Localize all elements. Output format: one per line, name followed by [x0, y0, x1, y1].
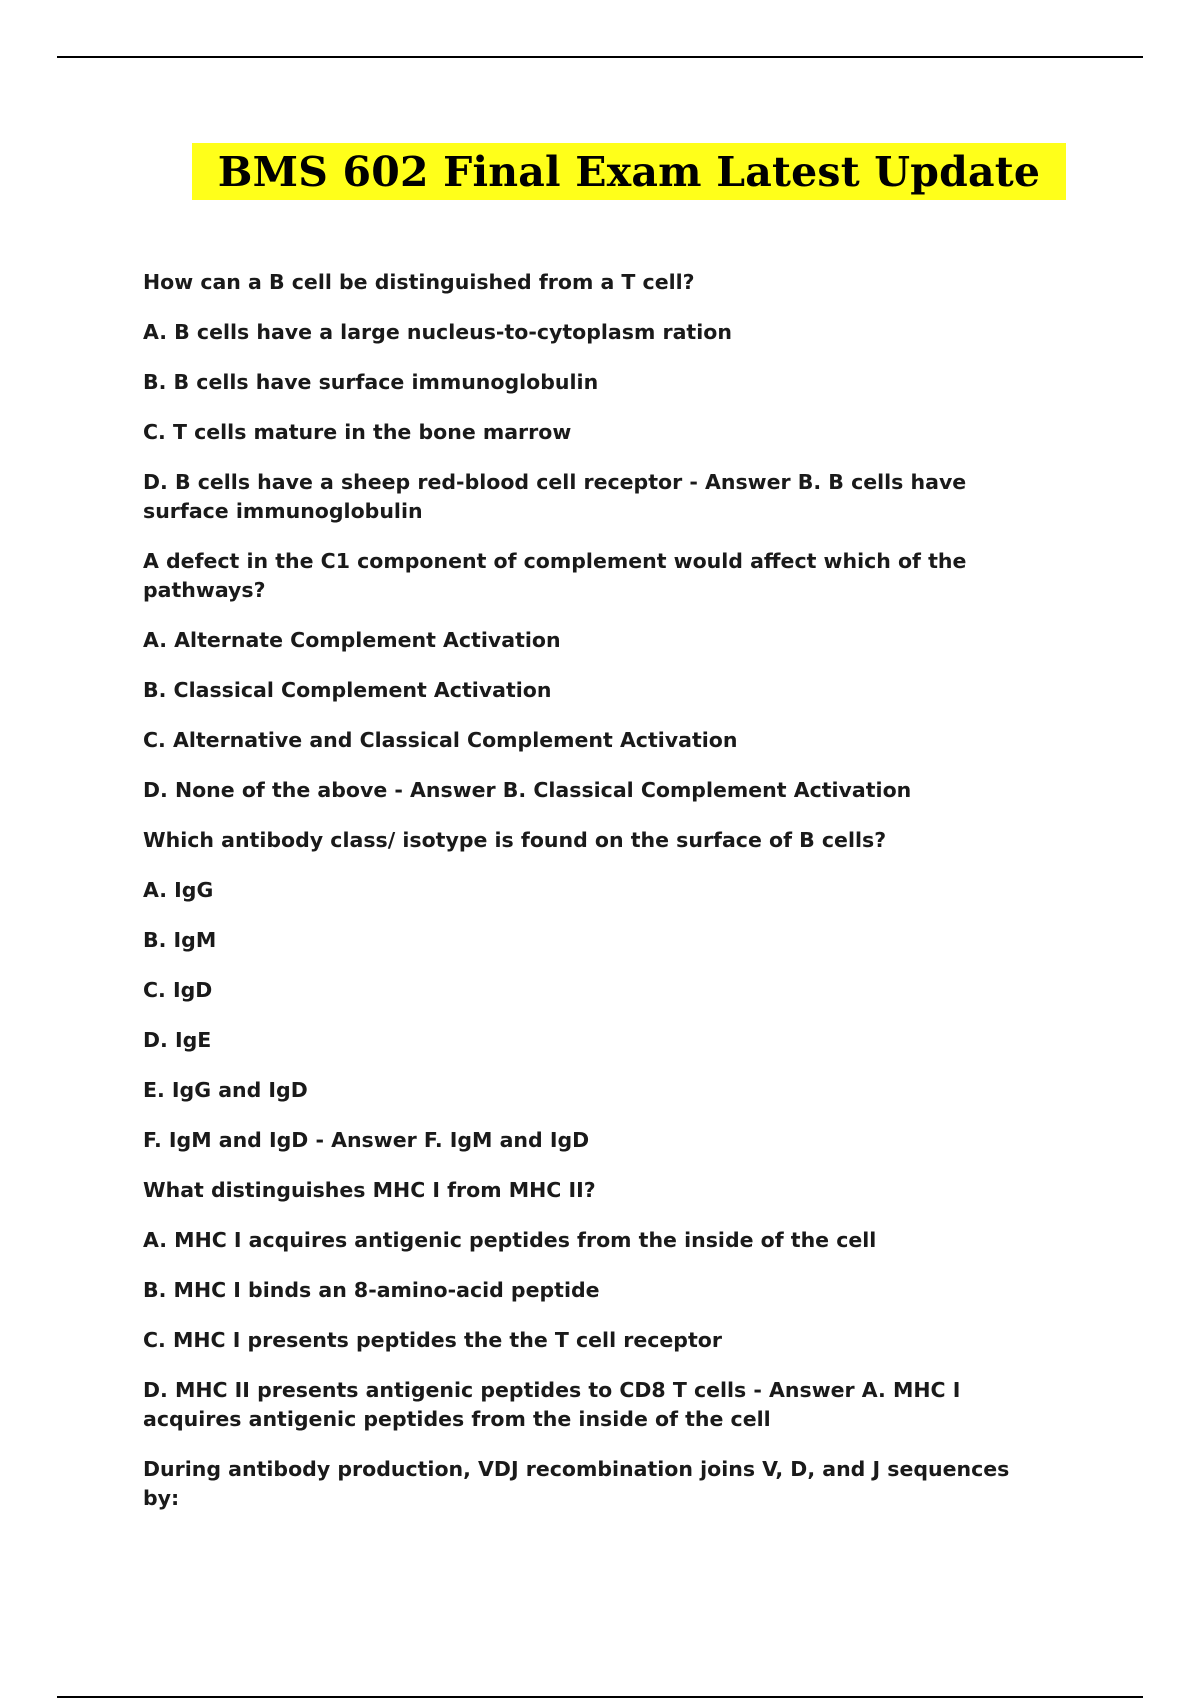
top-rule [57, 56, 1143, 58]
exam-content [143, 268, 1043, 1534]
question-4-option-a: A. MHC I acquires antigenic peptides from the inside of the cell [143, 1228, 877, 1252]
question-5: During antibody production, VDJ recombination joins V, D, and J sequences by: [143, 1457, 1010, 1510]
question-3-option-c: C. IgD [143, 978, 213, 1002]
question-2-option-d-answer: D. None of the above - Answer B. Classical Complement Activation [143, 778, 912, 802]
bottom-rule [57, 1696, 1143, 1698]
title-highlight [192, 143, 1066, 200]
question-1-option-c: C. T cells mature in the bone marrow [143, 420, 572, 444]
question-2-option-b: B. Classical Complement Activation [143, 678, 552, 702]
question-3-option-d: D. IgE [143, 1028, 212, 1052]
question-3-option-e: E. IgG and IgD [143, 1078, 308, 1102]
question-2-option-c: C. Alternative and Classical Complement Activation [143, 728, 738, 752]
question-1: How can a B cell be distinguished from a T cell? [143, 270, 695, 294]
question-1-option-b: B. B cells have surface immunoglobulin [143, 370, 599, 394]
question-4: What distinguishes MHC I from MHC II? [143, 1178, 596, 1202]
question-2-option-a: A. Alternate Complement Activation [143, 628, 561, 652]
question-3-option-a: A. IgG [143, 878, 214, 902]
question-2: A defect in the C1 component of complement would affect which of the pathways? [143, 549, 967, 602]
question-3-option-b: B. IgM [143, 928, 217, 952]
question-1-option-d-answer: D. B cells have a sheep red-blood cell receptor - Answer B. B cells have surface immunoglobulin [143, 470, 967, 523]
question-3-option-f-answer: F. IgM and IgD - Answer F. IgM and IgD [143, 1128, 590, 1152]
page-title: BMS 602 Final Exam Latest Update [217, 147, 1041, 196]
question-4-option-d-answer: D. MHC II presents antigenic peptides to CD8 T cells - Answer A. MHC I acquires antigenic peptides from the inside of the cell [143, 1378, 961, 1431]
question-3: Which antibody class/ isotype is found on the surface of B cells? [143, 828, 887, 852]
question-4-option-c: C. MHC I presents peptides the the T cell receptor [143, 1328, 722, 1352]
question-1-option-a: A. B cells have a large nucleus-to-cytoplasm ration [143, 320, 732, 344]
question-4-option-b: B. MHC I binds an 8-amino-acid peptide [143, 1278, 600, 1302]
